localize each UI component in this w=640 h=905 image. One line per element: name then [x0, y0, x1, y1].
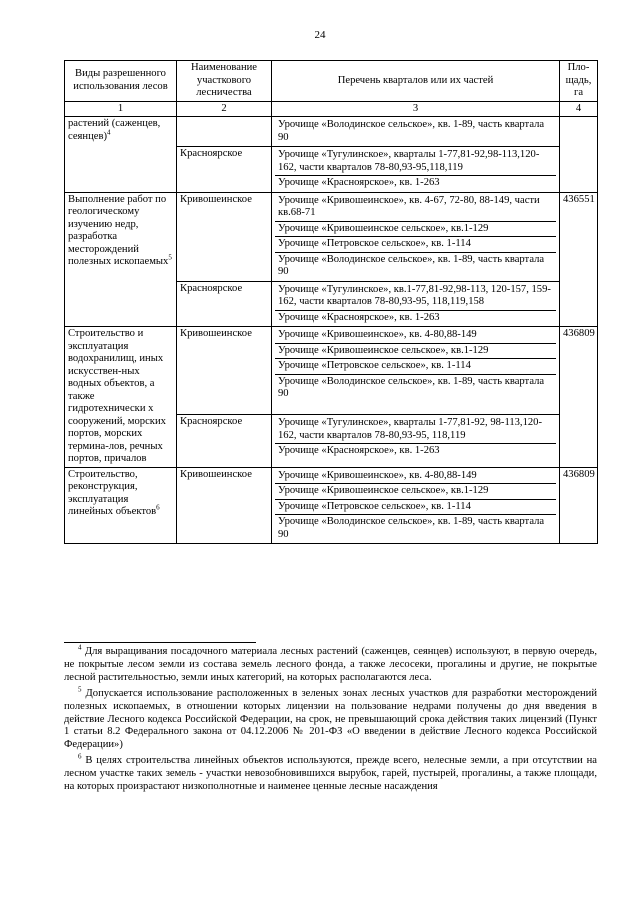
parcel-item: Урочище «Володинское сельское», кв. 1-89, часть квартала 90 [278, 119, 545, 143]
parcel-item: Урочище «Кривошеинское сельское», кв.1-129 [275, 344, 556, 360]
quarters-cell [272, 327, 560, 415]
table-row [65, 192, 598, 281]
parcel-item: Урочище «Кривошеинское», кв. 4-80,88-149 [275, 328, 556, 344]
quarters-cell [272, 415, 560, 467]
parcel-item: Урочище «Володинское сельское», кв. 1-89, часть квартала 90 [278, 375, 545, 399]
table-row [65, 467, 598, 544]
footnote-ref: 4 [106, 127, 111, 136]
parcel-item: Урочище «Тугулинское», кв.1-77,81-92,98-113, 120-157, 159-162, части кварталов 78-80,93-95, 118,119,158 [275, 283, 556, 311]
header-quarters: Перечень кварталов или их частей [272, 61, 560, 102]
quarters-cell [272, 192, 560, 281]
quarters-cell [272, 147, 560, 193]
forest-use-table [64, 60, 598, 544]
footnote [64, 643, 597, 685]
quarters-cell [272, 281, 560, 327]
footnote-body [64, 752, 597, 794]
parcel-item: Урочище «Петровское сельское», кв. 1-114 [275, 237, 556, 253]
area-cell: 436551 [560, 192, 598, 327]
table-row [65, 117, 598, 147]
parcel-item: Урочище «Красноярское», кв. 1-263 [278, 177, 440, 188]
use-type-cell [65, 467, 177, 544]
forestry-cell: Красноярское [177, 147, 272, 193]
parcel-item: Урочище «Красноярское», кв. 1-263 [278, 445, 440, 457]
use-type-cell [65, 327, 177, 468]
column-number-row [65, 101, 598, 117]
footnote [64, 752, 597, 794]
use-type-text: Строительство, реконструкция, эксплуатация линейных объектов [68, 468, 157, 517]
parcel-item: Урочище «Петровское сельское», кв. 1-114 [275, 500, 556, 516]
table-header-row [65, 61, 598, 102]
parcel-item: Урочище «Кривошеинское», кв. 4-67, 72-80, 88-149, части кв.68-71 [275, 194, 556, 222]
footnote-text: В целях строительства линейных объектов используются, прежде всего, нелесные земли, а при отсутствии на лесном участке таких земель - участки невозобновившихся вырубок, гарей, пустырей, прогалины, а также площади, на которых произрастают низкополнотные и наименее ценные лесные насаждения [64, 755, 597, 793]
footnote-mark: 4 [78, 643, 82, 652]
column-number: 4 [560, 101, 598, 117]
parcel-item: Урочище «Кривошеинское сельское», кв.1-129 [275, 222, 556, 238]
table-row [65, 327, 598, 415]
footnote [64, 685, 597, 753]
header-use-type: Виды разрешенного использования лесов [65, 61, 177, 102]
footnote-ref: 5 [168, 253, 172, 262]
area-cell: 436809 [560, 467, 598, 544]
footnote-separator [64, 642, 256, 643]
forestry-cell: Кривошеинское [177, 467, 272, 544]
footnote-text: Допускается использование расположенных в зеленых зонах лесных участков для разработки месторождений полезных ископаемых, в отношении которых лицензии на пользование недрами получены до дня введения в действие Лесного кодекса Российской Федерации, на срок, не превышающий срока действия таких лицензий (Пункт 1 статьи 8.2 Федерального закона от 04.12.2006 № 201-ФЗ «О введении в действие Лесного кодекса Российской Федерации») [64, 687, 597, 751]
forestry-cell: Красноярское [177, 415, 272, 467]
use-type-text: растений (саженцев, сеянцев) [68, 118, 161, 142]
parcel-item: Урочище «Кривошеинское», кв. 4-80,88-149 [275, 469, 556, 485]
use-type-cell [65, 117, 177, 193]
area-cell: 436809 [560, 327, 598, 468]
parcel-item: Урочище «Кривошеинское сельское», кв.1-129 [275, 484, 556, 500]
forestry-cell: Кривошеинское [177, 327, 272, 415]
parcel-item: Урочище «Красноярское», кв. 1-263 [278, 311, 440, 323]
parcel-item: Урочище «Тугулинское», кварталы 1-77,81-92, 98-113,120-162, части кварталов 78-80,93-95, 118,119 [275, 416, 556, 444]
use-type-text: Строительство и эксплуатация водохранилищ, иных искусствен-ных водных объектов, а также гидротехнически х сооружений, морских портов, морских термина-лов, речных портов, причалов [68, 328, 166, 464]
quarters-cell [272, 117, 560, 147]
forestry-cell: Кривошеинское [177, 192, 272, 281]
footnote-ref: 6 [156, 503, 160, 512]
header-forestry: Наименование участкового лесничества [177, 61, 272, 102]
parcel-item: Урочище «Тугулинское», кварталы 1-77,81-92,98-113,120-162, части кварталов 78-80,93-95,118,119 [275, 148, 556, 176]
footnote-body [64, 685, 597, 753]
column-number: 1 [65, 101, 177, 117]
forestry-cell: Красноярское [177, 281, 272, 327]
quarters-cell [272, 467, 560, 544]
parcel-item: Урочище «Петровское сельское», кв. 1-114 [275, 359, 556, 375]
use-type-cell [65, 192, 177, 327]
area-cell [560, 117, 598, 193]
parcel-item: Урочище «Володинское сельское», кв. 1-89, часть квартала 90 [278, 253, 545, 277]
footnote-mark: 6 [78, 752, 82, 761]
column-number: 3 [272, 101, 560, 117]
column-number: 2 [177, 101, 272, 117]
use-type-text: Выполнение работ по геологическому изучению недр, разработка месторождений полезных ископаемых [68, 193, 169, 267]
parcel-item: Урочище «Володинское сельское», кв. 1-89, часть квартала 90 [278, 516, 545, 540]
footnotes [64, 643, 597, 797]
footnote-body [64, 643, 597, 685]
footnote-mark: 5 [78, 685, 82, 694]
footnote-text: Для выращивания посадочного материала лесных растений (саженцев, сеянцев) используют, в первую очередь, не покрытые лесом земли из состава земель лесного фонда, а также лесосеки, прогалины и другие, не покрытые лесной растительностью, земли иных категорий, на которых располагаются леса. [64, 646, 597, 683]
page-number: 24 [314, 29, 326, 41]
forestry-cell [177, 117, 272, 147]
header-area: Пло-щадь, га [560, 61, 598, 102]
